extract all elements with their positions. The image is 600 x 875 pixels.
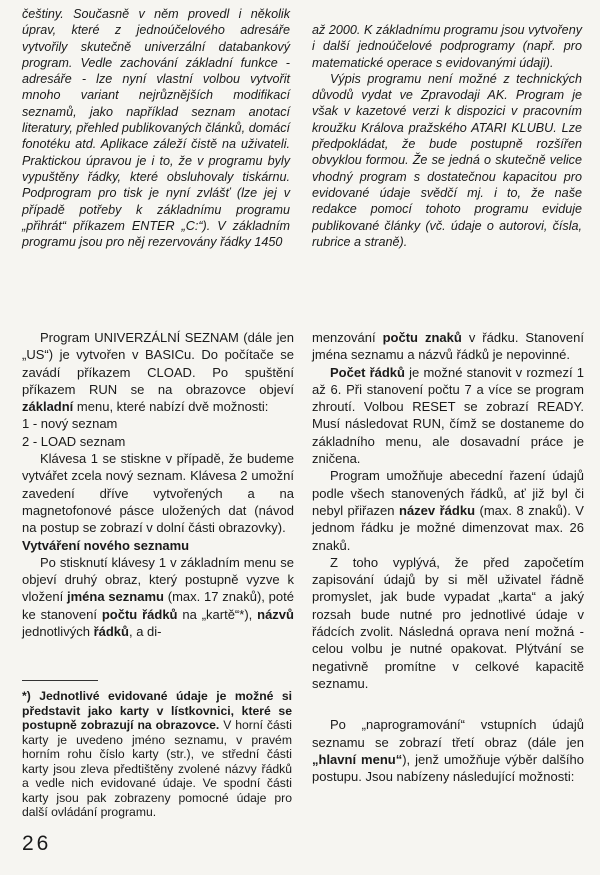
menu-option-1: 1 - nový seznam (22, 416, 118, 432)
keys-paragraph: Klávesa 1 se stiskne v případě, že budeme vytvářet zcela nový seznam. Klávesa 2 umožní zavedení dříve vytvořených a na magnetofonové pásce uložených dat (návod na postup se zobrazí v dolní části obrazovky). (22, 451, 294, 536)
left-column (22, 329, 294, 640)
dimension-paragraph: menzování počtu znaků v řádku. Stanovení jména seznamu a názvů řádků je nepovinné. (312, 330, 584, 363)
planning-paragraph: Z toho vyplývá, že před započetím zapisování údajů by si měl uživatel řádně promyslet, jak bude vypadat „karta“ a jaký rozsah bude nutné pro jednotlivé údaje v řádcích zvolit. Následná oprava není možná - celou volbu je nutné opakovat. Plýtvání se negativně promítne v celkové kapacitě seznamu. (312, 554, 584, 691)
top-left-paragraph: češtiny. Současně v něm provedl i několik úprav, které z jednoúčelového adresáře vytvořily skutečně univerzální databankový program. Vedle zachování základní funkce - adresáře - lze nyní vlastní volbou vytvořit mnoho variant nejrůznějších modifikací seznamů, jako například seznam anotací literatury, přehled publikovaných článků, domácí fonotéku atd. Aplikace záleží čistě na uživateli. Praktickou úpravou je i to, že v programu byly vypuštěny řádky, které obsluhovaly tiskárnu. Podprogram pro tisk je nyní zvlášť (lze jej v případě potřeby k základnímu programu „přihrát“ příkazem ENTER „C:“). V základním programu jsou pro něj rezervovány řádky 1450 (22, 7, 290, 250)
footnote-rule (22, 680, 98, 681)
top-right-column (312, 22, 582, 250)
new-list-paragraph: Po stisknutí klávesy 1 v základním menu se objeví druhý obraz, který postupně vyzve k vložení jména seznamu (max. 17 znaků), poté ke stanovení počtu řádků na „kartě“*), názvů jednotlivých řádků, a di- (22, 554, 294, 640)
row-count-paragraph: Počet řádků je možné stanovit v rozmezí 1 až 6. Při stanovení počtu 7 a více se program zhroutí. Volbou RESET se zobrazí READY. Musí následovat RUN, čímž se dostaneme do základního menu, ale dosavadní práce je zničena. (312, 364, 584, 467)
sorting-paragraph: Program umožňuje abecední řazení údajů podle všech stanovených řádků, ať již byl či nebyl přiřazen název řádku (max. 8 znaků). V jednom řádku je možné dimenzovat max. 26 znaků. (312, 468, 584, 553)
section-heading: Vytváření nového seznamu (22, 537, 190, 553)
footnote (22, 689, 292, 820)
top-right-paragraph-1: až 2000. K základnímu programu jsou vytvořeny i další jednoúčelové podprogramy (např. pro matematické operace s evidovanými údaji). (312, 23, 582, 70)
footnote-text: *) Jednotlivé evidované údaje je možné si představit jako karty v lístkovnici, které se postupně zobrazují na obrazovce. V horní části karty je uvedeno jméno seznamu, v pravém horním rohu číslo karty (str.), ve střední části karty jsou zleva předtištěny zvolené názvy řádků a vedle nich evidované údaje. Ve spodní části karty jsou pak zobrazeny pomocné údaje pro další ovládání programu. (22, 689, 293, 819)
right-column (312, 329, 584, 785)
main-menu-paragraph: Po „naprogramování“ vstupních údajů seznamu se zobrazí třetí obraz (dále jen „hlavní menu“), jenž umožňuje výběr dalšího postupu. Jsou nabízeny následující možnosti: (312, 717, 584, 785)
page-number: 26 (22, 832, 52, 855)
menu-option-2: 2 - LOAD seznam (22, 433, 126, 449)
top-left-column (22, 6, 290, 250)
intro-paragraph: Program UNIVERZÁLNÍ SEZNAM (dále jen „US“) je vytvořen v BASICu. Do počítače se zavádí příkazem CLOAD. Po spuštění příkazem RUN se na obrazovce objeví základní menu, které nabízí dvě možnosti: (22, 330, 294, 415)
top-right-paragraph-2: Výpis programu není možné z technických důvodů vydat ve Zpravodaji AK. Program je však v kazetové verzi k dispozici v pracovním kroužku Králova pražského ATARI KLUBU. Lze předpokládat, že bude postupně rozšířen obvyklou formou. Že se jedná o skutečně velice vhodný program s dostatečnou kapacitou pro evidované údaje svědčí mj. i to, že naše redakce pomocí tohoto programu eviduje publikované články (vč. údaje o autorovi, čísla, rubrice a straně). (312, 71, 582, 249)
